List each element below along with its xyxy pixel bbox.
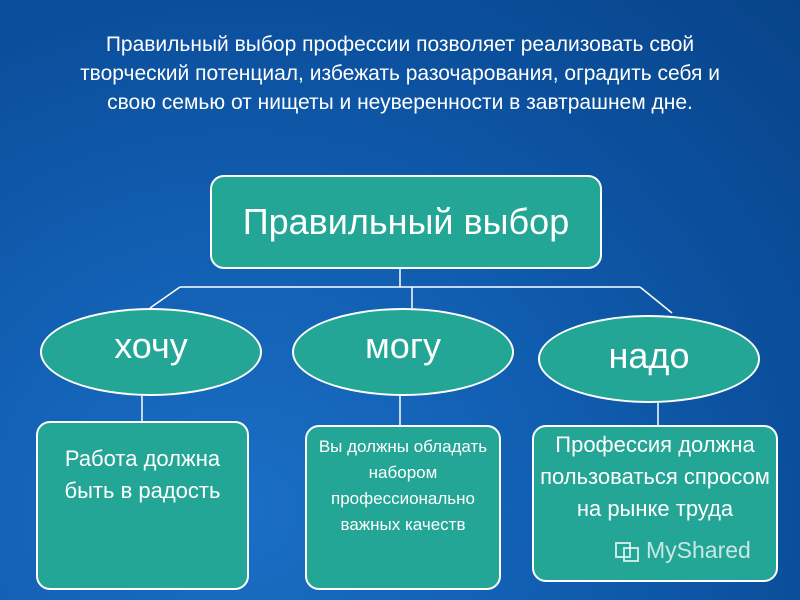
- detail-hochu: [36, 421, 249, 590]
- connector-to-hochu: [150, 287, 180, 308]
- detail-mogu-text: Вы должны обладать набором профессионально важных качеств: [318, 437, 488, 534]
- watermark-text: MyShared: [646, 537, 751, 563]
- watermark-logo-icon: [614, 539, 640, 563]
- root-node: Правильный выбор: [210, 175, 602, 269]
- detail-nado-text: Профессия должна пользоваться спросом на рынке труда: [540, 432, 770, 521]
- intro-text: Правильный выбор профессии позволяет реализовать свой творческий потенциал, избежать разочарования, оградить себя и свою семью от нищеты и неуверенности в завтрашнем дне.: [80, 33, 720, 114]
- detail-mogu: [305, 425, 501, 590]
- watermark: [614, 537, 751, 564]
- connector-to-nado: [640, 287, 672, 313]
- branch-hochu: хочу: [40, 308, 262, 396]
- branch-mogu: могу: [292, 308, 514, 396]
- detail-hochu-text: Работа должна быть в радость: [64, 446, 221, 503]
- branch-nado: надо: [538, 315, 760, 403]
